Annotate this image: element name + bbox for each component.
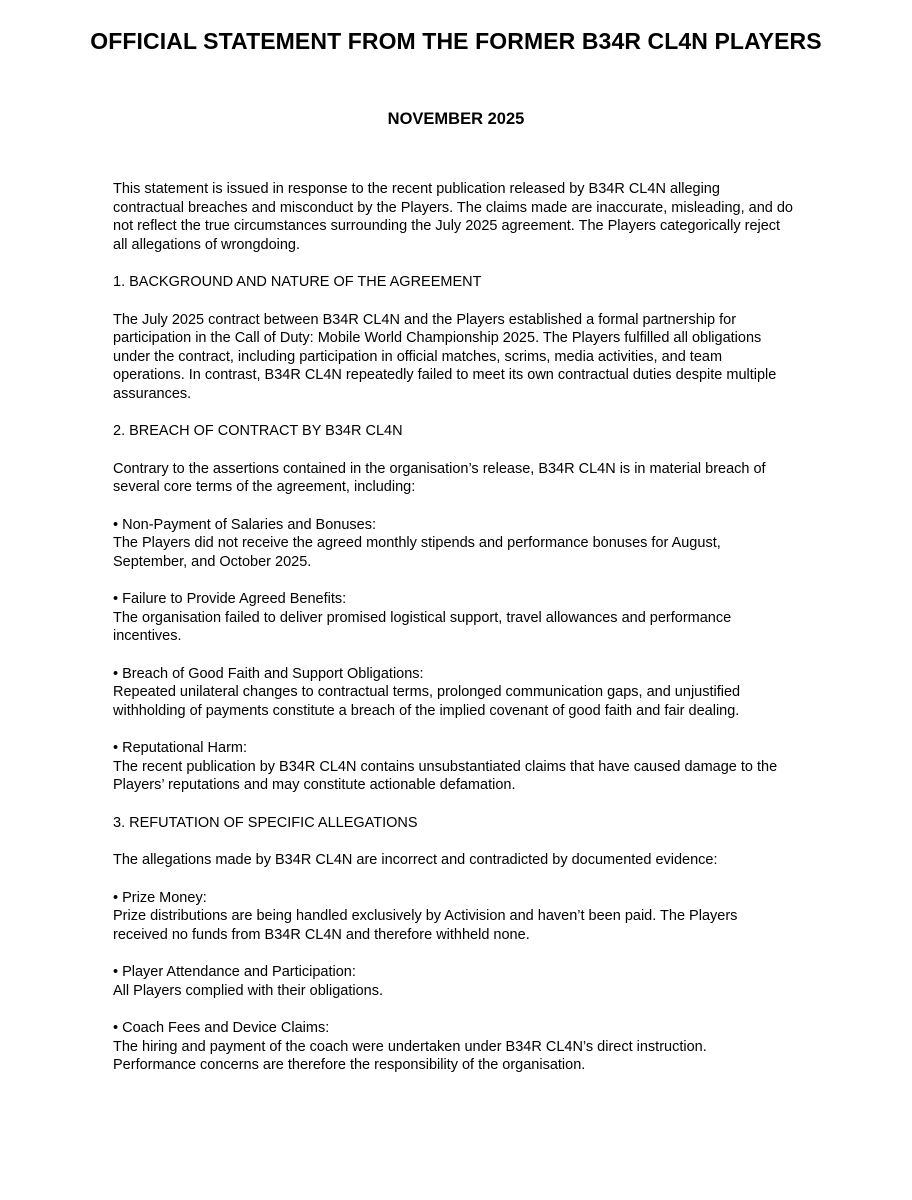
breach-item-title: • Failure to Provide Agreed Benefits: bbox=[113, 591, 347, 607]
document-title: OFFICIAL STATEMENT FROM THE FORMER B34R CL4N PLAYERS bbox=[90, 28, 822, 54]
allegation-item-text: The hiring and payment of the coach were undertaken under B34R CL4N’s direct instruction. Performance concerns are therefore the responsibility of the organisation. bbox=[113, 1038, 707, 1073]
document-date: NOVEMBER 2025 bbox=[387, 110, 525, 128]
breach-item-title: • Reputational Harm: bbox=[113, 740, 248, 756]
intro-paragraph: This statement is issued in response to the recent publication released by B34R CL4N alleging contractual breaches and misconduct by the Players. The claims made are inaccurate, misleading, and do not reflect the true circumstances surrounding the July 2025 agreement. The Players categorically reject all allegations of wrongdoing. bbox=[113, 181, 793, 253]
document-body bbox=[113, 180, 793, 1075]
allegation-item-title: • Coach Fees and Device Claims: bbox=[113, 1020, 330, 1036]
section-3-paragraph: The allegations made by B34R CL4N are incorrect and contradicted by documented evidence: bbox=[113, 852, 718, 868]
section-1-heading: 1. BACKGROUND AND NATURE OF THE AGREEMENT bbox=[113, 274, 482, 290]
allegation-item-text: All Players complied with their obligations. bbox=[113, 982, 383, 999]
breach-item-title: • Breach of Good Faith and Support Obligations: bbox=[113, 665, 424, 682]
section-1-paragraph: The July 2025 contract between B34R CL4N and the Players established a formal partnership for participation in the Call of Duty: Mobile World Championship 2025. The Players fulfilled all obligations under the contract, including participation in official matches, scrims, media activities, and team operations. In contrast, B34R CL4N repeatedly failed to meet its own contractual duties despite multiple assurances. bbox=[113, 311, 777, 402]
breach-item-title: • Non-Payment of Salaries and Bonuses: bbox=[113, 516, 376, 533]
allegation-item-text: Prize distributions are being handled exclusively by Activision and haven’t been paid. The Players received no funds from B34R CL4N and therefore withheld none. bbox=[113, 908, 738, 943]
allegation-item-title: • Prize Money: bbox=[113, 889, 207, 906]
allegation-item-title: • Player Attendance and Participation: bbox=[113, 964, 356, 980]
breach-item-text: The Players did not receive the agreed monthly stipends and performance bonuses for August, September, and October 2025. bbox=[113, 535, 721, 570]
breach-item-text: The organisation failed to deliver promised logistical support, travel allowances and performance incentives. bbox=[113, 609, 732, 644]
section-3-heading: 3. REFUTATION OF SPECIFIC ALLEGATIONS bbox=[113, 814, 418, 831]
section-2-paragraph: Contrary to the assertions contained in the organisation’s release, B34R CL4N is in material breach of several core terms of the agreement, including: bbox=[113, 460, 766, 495]
breach-item-text: The recent publication by B34R CL4N contains unsubstantiated claims that have caused damage to the Players’ reputations and may constitute actionable defamation. bbox=[113, 758, 778, 793]
breach-item-text: Repeated unilateral changes to contractual terms, prolonged communication gaps, and unjustified withholding of payments constitute a breach of the implied covenant of good faith and fair dealing. bbox=[113, 684, 741, 719]
section-2-heading: 2. BREACH OF CONTRACT BY B34R CL4N bbox=[113, 423, 403, 439]
